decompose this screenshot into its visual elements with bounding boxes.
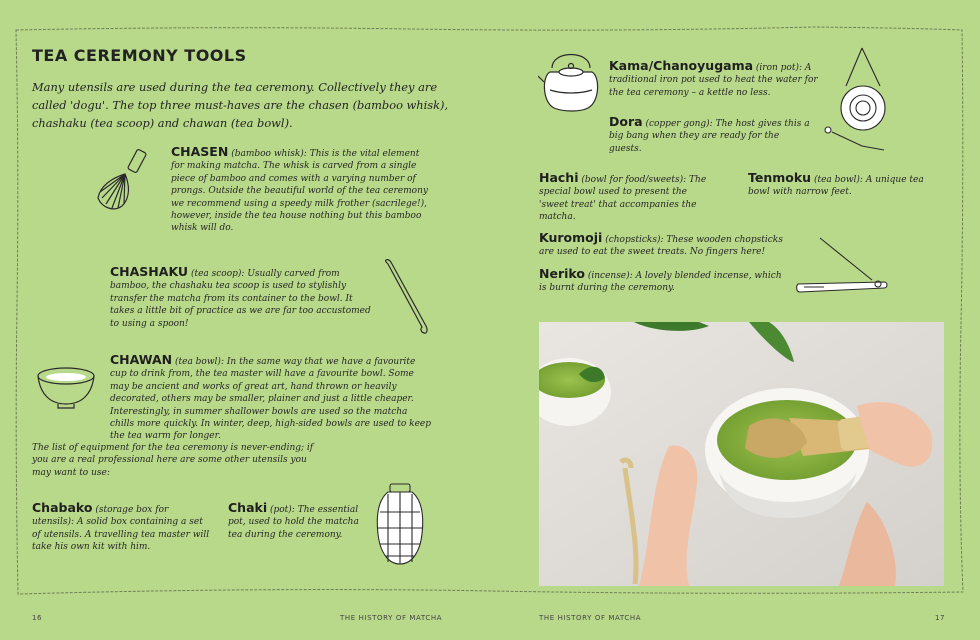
chasen-text: This is the vital element for making matcha. The whisk is carved from a single piece of bamboo and comes with a varying number of prongs. Outside the beautiful world of the tea ceremony we recommend using a speedy milk frother (sacrilege!), however, inside the tea house nothing but this bamboo whisk will do.	[171, 149, 428, 234]
hachi-name: Hachi	[539, 170, 579, 185]
kama-sub: (iron pot):	[755, 63, 803, 73]
tea-caddy-icon	[374, 482, 426, 568]
running-head-right: THE HISTORY OF MATCHA	[539, 614, 642, 622]
page-number-left: 16	[32, 614, 43, 622]
tenmoku-entry	[748, 172, 948, 199]
chasen-entry	[171, 146, 433, 235]
chabako-entry	[32, 502, 212, 554]
tenmoku-name: Tenmoku	[748, 170, 812, 185]
hachi-sub: (bowl for food/sweets):	[581, 175, 687, 185]
chaki-name: Chaki	[228, 500, 268, 515]
list-intro: The list of equipment for the tea ceremony is never-ending; if you are a real professional here are some other utensils you may want to use:	[32, 443, 314, 478]
tea-bowl-icon	[34, 364, 98, 412]
running-head-left: THE HISTORY OF MATCHA	[340, 614, 443, 622]
incense-holder-icon	[794, 234, 892, 296]
page-title: TEA CEREMONY TOOLS	[32, 46, 247, 65]
chawan-text: In the same way that we have a favourite cup to drink from, the tea master will have a favourite bowl. Some may be ancient and works of great art, hand thrown or heavily decorated, others may be smaller, plainer and just a little cheaper. Interestingly, in summer shallower bowls are used so the matcha chills more quickly. In winter, deep, high-sided bowls are used to keep the tea warm for longer.	[110, 357, 431, 442]
chashaku-name: CHASHAKU	[110, 264, 189, 279]
chawan-sub: (tea bowl):	[174, 357, 224, 367]
tea-scoop-icon	[380, 256, 440, 336]
iron-kettle-icon	[538, 46, 604, 114]
chashaku-sub: (tea scoop):	[190, 269, 245, 279]
dora-sub: (copper gong):	[645, 119, 713, 129]
neriko-sub: (incense):	[587, 271, 633, 281]
chashaku-text: Usually carved from bamboo, the chashaku tea scoop is used to stylishly transfer the matcha from its container to the bowl. It takes a little bit of practice as we are far too accustomed to using a spoon!	[110, 269, 371, 329]
kama-name: Kama/Chanoyugama	[609, 58, 754, 73]
gong-icon	[822, 46, 908, 152]
chaki-entry	[228, 502, 364, 541]
chawan-name: CHAWAN	[110, 352, 173, 367]
kuromoji-text: These wooden chopsticks are used to eat the sweet treats. No fingers here!	[539, 235, 783, 258]
chabako-sub: (storage box for utensils):	[32, 505, 169, 528]
page-number-right: 17	[935, 614, 946, 622]
matcha-whisking-photo	[539, 322, 944, 586]
dora-name: Dora	[609, 114, 643, 129]
chabako-name: Chabako	[32, 500, 93, 515]
kama-text: A traditional iron pot used to heat the water for the tea ceremony – a kettle no less.	[609, 63, 818, 98]
chasen-name: CHASEN	[171, 144, 229, 159]
bamboo-whisk-icon	[92, 146, 162, 216]
neriko-entry	[539, 268, 783, 295]
kuromoji-sub: (chopsticks):	[605, 235, 664, 245]
chabako-text: A solid box containing a set of utensils. A travelling tea master will take his own kit with him.	[32, 517, 210, 553]
tenmoku-sub: (tea bowl):	[813, 175, 863, 185]
chashaku-entry	[110, 266, 372, 330]
neriko-name: Neriko	[539, 266, 585, 281]
kuromoji-entry	[539, 232, 783, 259]
hachi-text: The special bowl used to present the 'sweet treat' that accompanies the matcha.	[539, 175, 707, 223]
hachi-entry	[539, 172, 709, 224]
chaki-sub: (pot):	[269, 505, 295, 515]
dora-text: The host gives this a big bang when they are ready for the guests.	[609, 119, 810, 154]
chawan-entry	[110, 354, 432, 443]
kama-entry	[609, 60, 835, 99]
chaki-text: The essential pot, used to hold the matcha tea during the ceremony.	[228, 505, 359, 540]
chasen-sub: (bamboo whisk):	[231, 149, 307, 159]
intro-paragraph: Many utensils are used during the tea ceremony. Collectively they are called 'dogu'. The top three must-haves are the chasen (bamboo whisk), chashaku (tea scoop) and chawan (tea bowl).	[32, 80, 449, 130]
neriko-text: A lovely blended incense, which is burnt during the ceremony.	[539, 271, 782, 294]
kuromoji-name: Kuromoji	[539, 230, 603, 245]
dora-entry	[609, 116, 813, 155]
tenmoku-text: A unique tea bowl with narrow feet.	[748, 175, 924, 198]
